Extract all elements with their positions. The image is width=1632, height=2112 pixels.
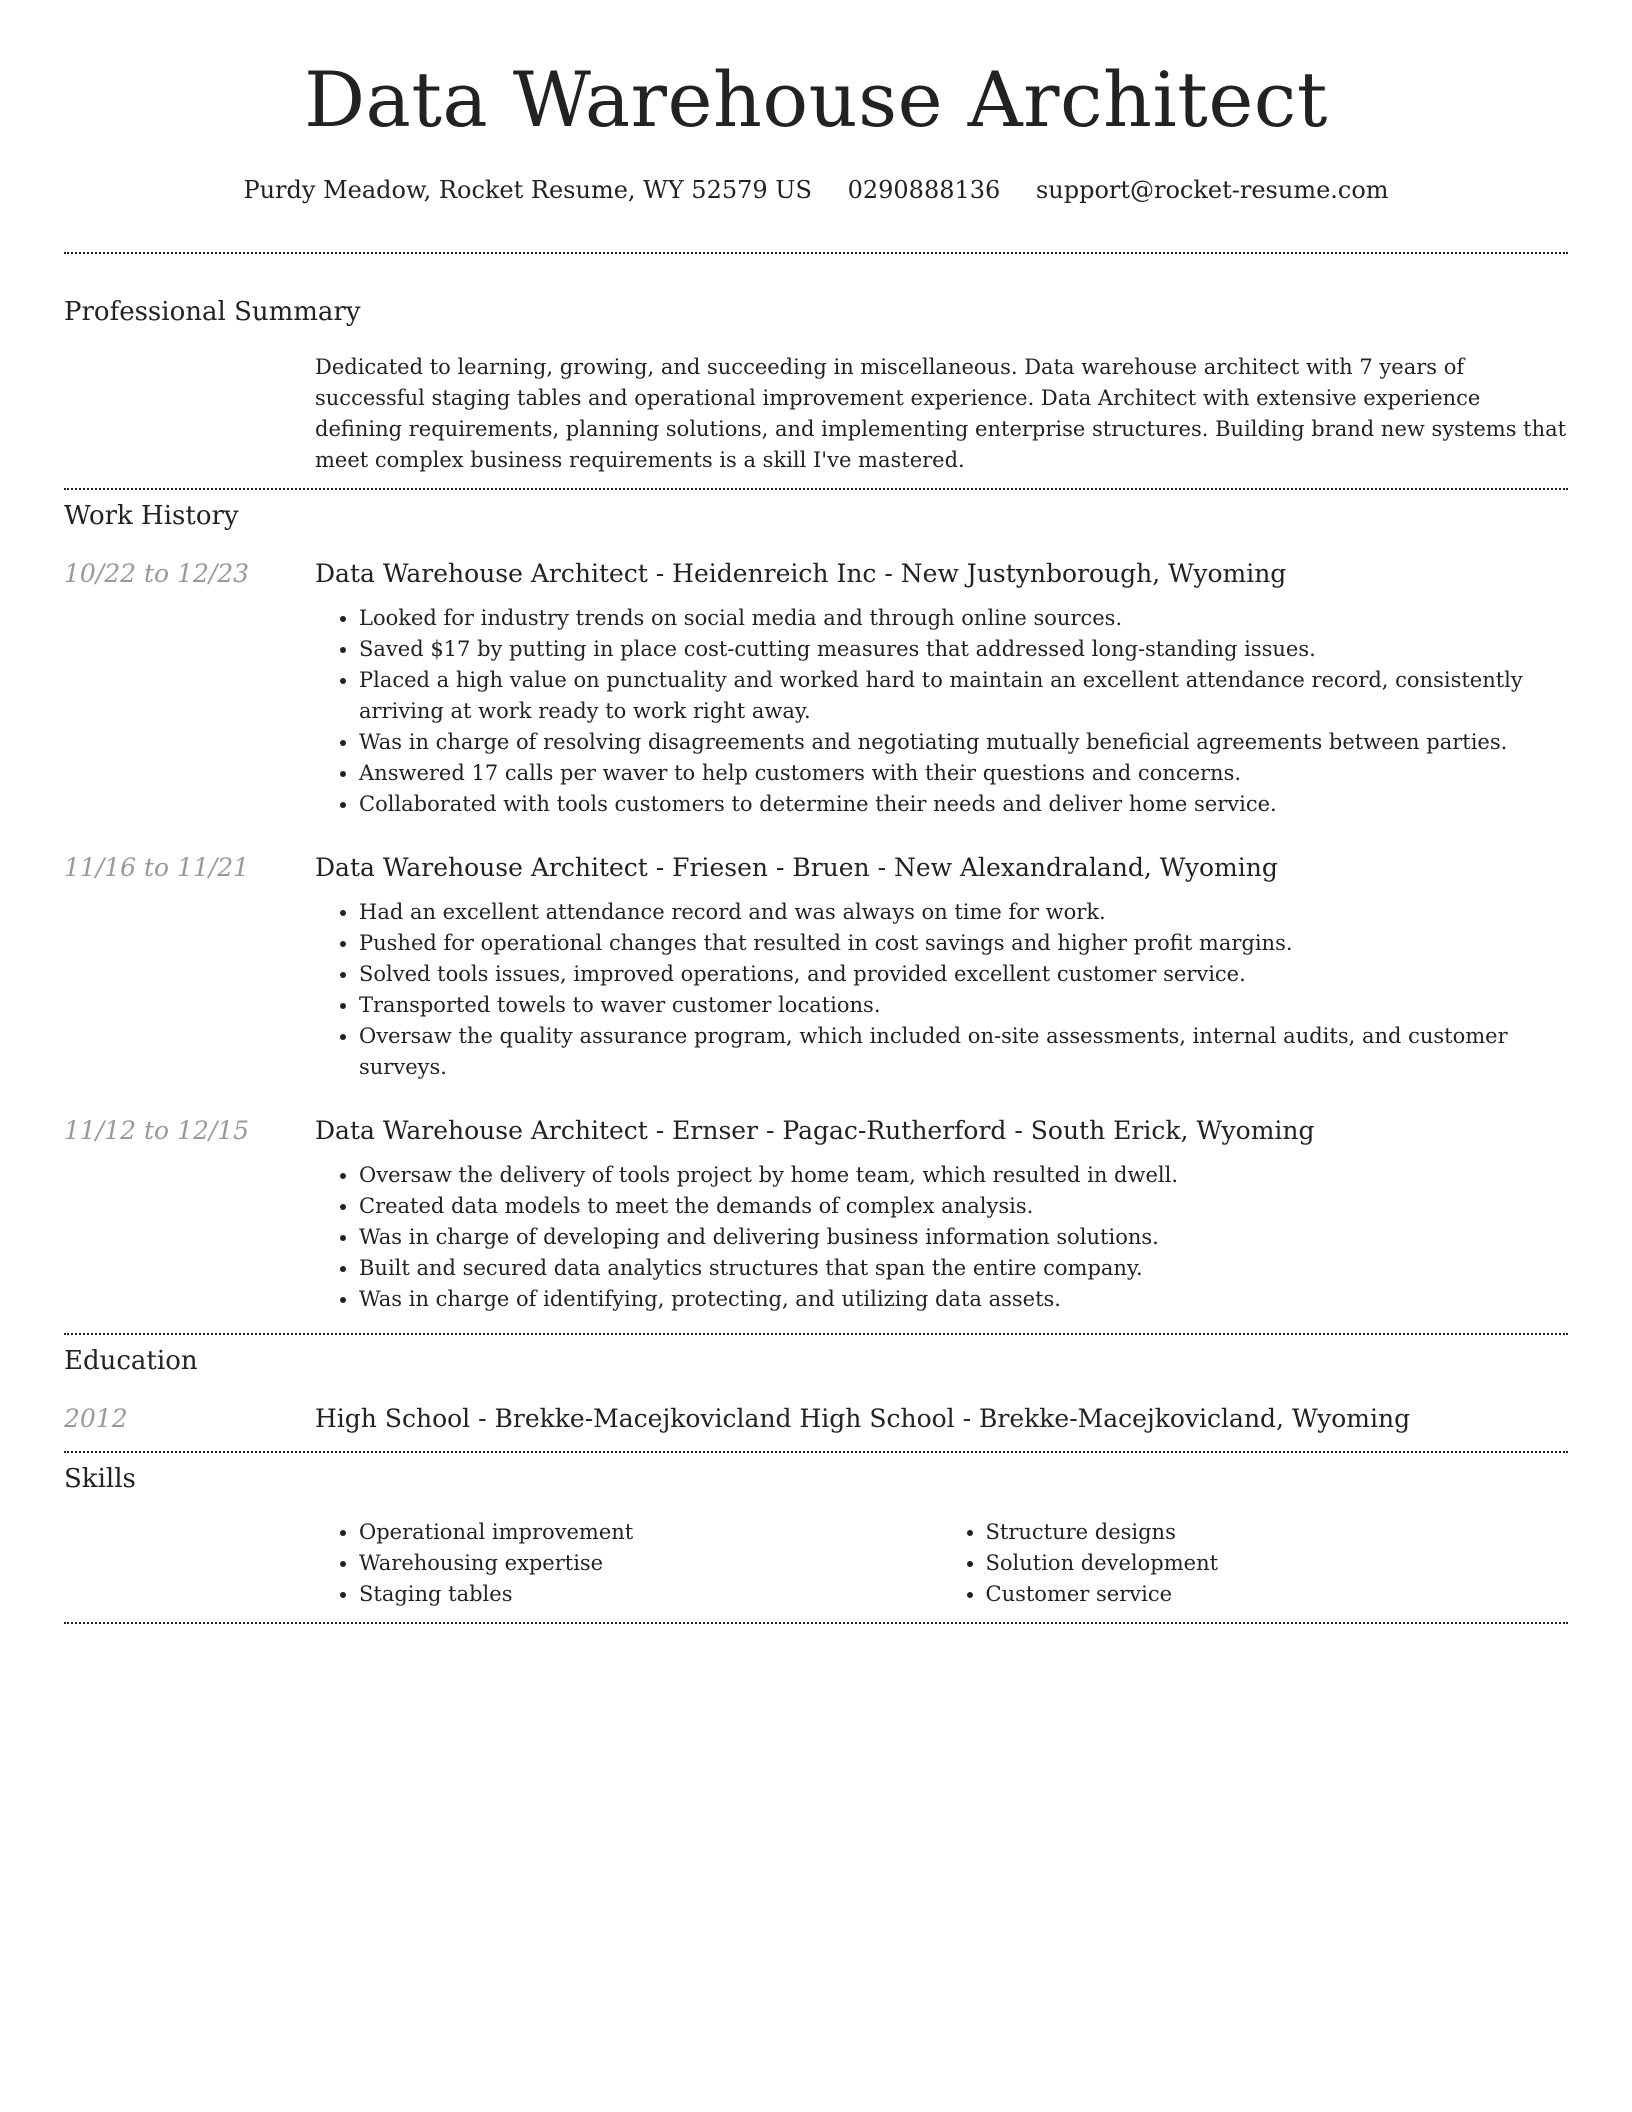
job-bullet: • Collaborated with tools customers to determine their needs and deliver home service. <box>359 789 1568 820</box>
skill-item: • Staging tables <box>359 1579 942 1610</box>
job-bullet: • Built and secured data analytics structures that span the entire company. <box>359 1253 1568 1284</box>
skills-list <box>942 1517 1569 1610</box>
job-bullet: • Was in charge of resolving disagreements and negotiating mutually beneficial agreements between parties. <box>359 727 1568 758</box>
education-heading: Education <box>64 1346 198 1376</box>
education-entry <box>64 1401 1568 1437</box>
job-bullet: • Oversaw the quality assurance program, which included on-site assessments, internal audits, and customer surveys. <box>359 1021 1568 1083</box>
job-bullet: • Created data models to meet the demands of complex analysis. <box>359 1191 1568 1222</box>
job-bullet: • Solved tools issues, improved operations, and provided excellent customer service. <box>359 959 1568 990</box>
job-bullet: • Answered 17 calls per waver to help customers with their questions and concerns. <box>359 758 1568 789</box>
job-bullet: • Transported towels to waver customer locations. <box>359 990 1568 1021</box>
work-heading: Work History <box>64 501 239 531</box>
job-entry <box>64 1113 1568 1315</box>
job-bullet: • Had an excellent attendance record and was always on time for work. <box>359 897 1568 928</box>
contact-line <box>64 172 1568 208</box>
address: Purdy Meadow, Rocket Resume, WY 52579 US <box>243 176 812 204</box>
skill-item: • Solution development <box>986 1548 1569 1579</box>
phone: 0290888136 <box>847 176 1001 204</box>
skills-list <box>315 1517 942 1610</box>
job-bullet: • Was in charge of developing and delivering business information solutions. <box>359 1222 1568 1253</box>
job-bullet: • Was in charge of identifying, protecting, and utilizing data assets. <box>359 1284 1568 1315</box>
job-heading: Data Warehouse Architect - Friesen - Bruen - New Alexandraland, Wyoming <box>315 853 1278 882</box>
job-heading: Data Warehouse Architect - Heidenreich Inc - New Justynborough, Wyoming <box>315 559 1287 588</box>
job-entry <box>64 850 1568 1083</box>
job-heading: Data Warehouse Architect - Ernser - Pagac-Rutherford - South Erick, Wyoming <box>315 1116 1315 1145</box>
job-dates: 10/22 to 12/23 <box>64 559 250 588</box>
skills-section <box>64 1453 1568 1610</box>
skill-item: • Customer service <box>986 1579 1569 1610</box>
resume-title: Data Warehouse Architect <box>304 55 1328 144</box>
job-bullet: • Pushed for operational changes that resulted in cost savings and higher profit margins. <box>359 928 1568 959</box>
job-bullets <box>315 1160 1568 1315</box>
work-section <box>64 490 1568 1315</box>
summary-section <box>64 254 1568 476</box>
education-year: 2012 <box>64 1404 128 1433</box>
skill-item: • Warehousing expertise <box>359 1548 942 1579</box>
email: support@rocket-resume.com <box>1035 176 1389 204</box>
job-bullet: • Looked for industry trends on social media and through online sources. <box>359 603 1568 634</box>
divider <box>64 1622 1568 1624</box>
job-bullets <box>315 897 1568 1083</box>
job-bullet: • Placed a high value on punctuality and worked hard to maintain an excellent attendance record, consistently arriving at work ready to work right away. <box>359 665 1568 727</box>
job-dates: 11/12 to 12/15 <box>64 1116 250 1145</box>
summary-text: Dedicated to learning, growing, and succeeding in miscellaneous. Data warehouse architect with 7 years of successful staging tables and operational improvement experience. Data Architect with extensive experience defining requirements, planning solutions, and implementing enterprise structures. Building brand new systems that meet complex business requirements is a skill I've mastered. <box>315 355 1567 472</box>
job-bullet: • Oversaw the delivery of tools project by home team, which resulted in dwell. <box>359 1160 1568 1191</box>
skills-heading: Skills <box>64 1464 136 1494</box>
job-dates: 11/16 to 11/21 <box>64 853 250 882</box>
job-entry <box>64 556 1568 820</box>
skill-item: • Structure designs <box>986 1517 1569 1548</box>
skill-item: • Operational improvement <box>359 1517 942 1548</box>
job-bullet: • Saved $17 by putting in place cost-cutting measures that addressed long-standing issues. <box>359 634 1568 665</box>
education-heading-line: High School - Brekke-Macejkovicland High School - Brekke-Macejkovicland, Wyoming <box>315 1404 1411 1433</box>
job-bullets <box>315 603 1568 820</box>
summary-heading: Professional Summary <box>64 297 361 327</box>
education-section <box>64 1335 1568 1437</box>
